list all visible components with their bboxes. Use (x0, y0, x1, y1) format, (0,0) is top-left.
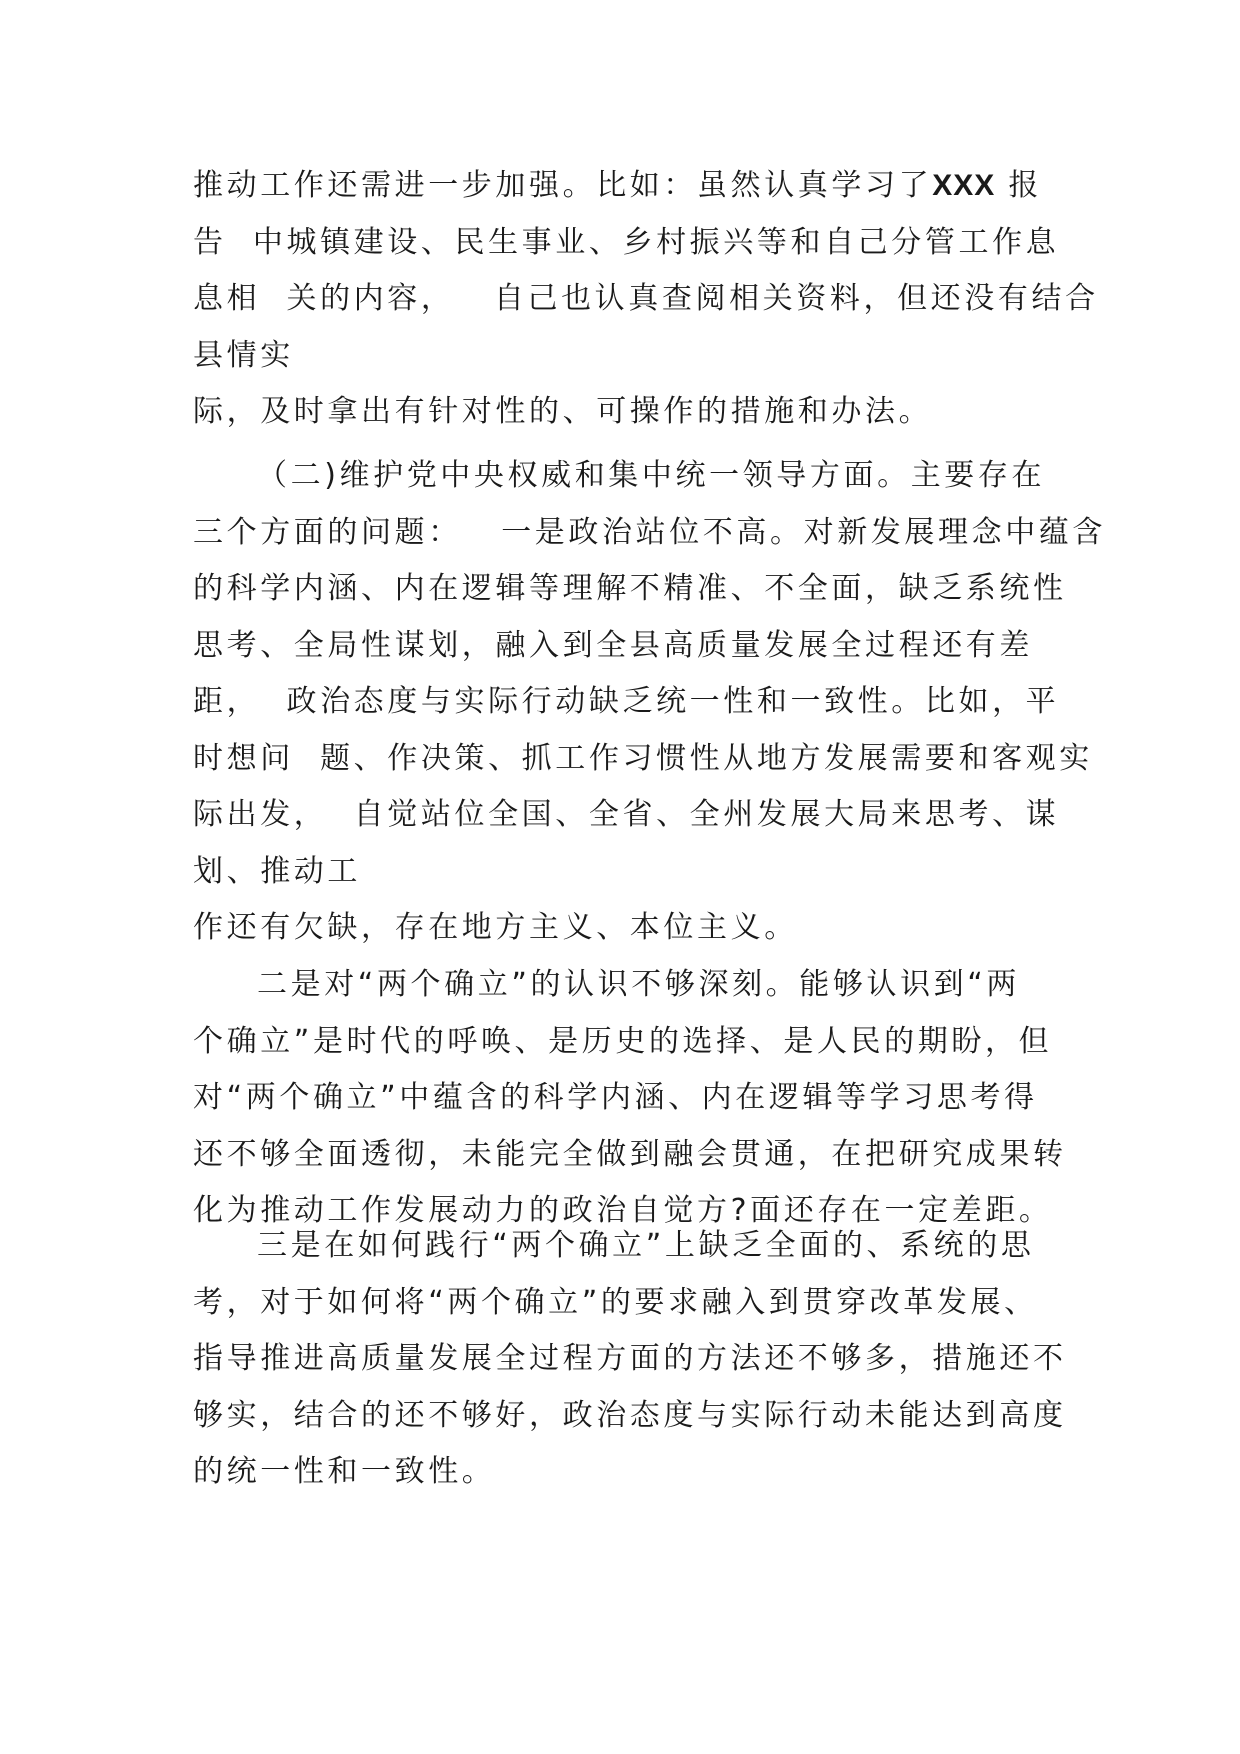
paragraph-line: 考，对于如何将“两个确立”的要求融入到贯穿改革发展、 (193, 1284, 1038, 1320)
paragraph-line: 时想问 题、作决策、抓工作习惯性从地方发展需要和客观实 (193, 740, 1093, 776)
text-run-bold: XXX (932, 169, 996, 202)
paragraph-line: 县情实 (193, 337, 294, 373)
text-run: 报 (995, 168, 1042, 203)
paragraph-line: 三是在如何践行“两个确立”上缺乏全面的、系统的思 (257, 1228, 1035, 1263)
paragraph-4 (193, 1218, 1067, 1501)
paragraph-line: 的统一性和一致性。 (193, 1454, 496, 1489)
paragraph-line: 指导推进高质量发展全过程方面的方法还不够多，措施还不 (193, 1341, 1067, 1376)
paragraph-line: 还不够全面透彻，未能完全做到融会贯通，在把研究成果转 (193, 1136, 1067, 1172)
paragraph-1 (193, 158, 1099, 441)
paragraph-line: 际出发， 自觉站位全国、全省、全州发展大局来思考、谋 (193, 797, 1060, 832)
paragraph-3 (193, 957, 1067, 1240)
text-run: 推动工作还需进一步加强。比如：虽然认真学习了 (193, 168, 933, 203)
paragraph-line: 际，及时拿出有针对性的、可操作的措施和办法。 (193, 394, 933, 429)
paragraph-line: 化为推动工作发展动力的政治自觉方?面还存在一定差距。 (193, 1193, 1053, 1228)
paragraph-line: 作还有欠缺，存在地方主义、本位主义。 (193, 910, 798, 945)
paragraph-line: 二是对“两个确立”的认识不够深刻。能够认识到“两 (257, 967, 1021, 1002)
paragraph-line (193, 158, 1063, 215)
paragraph-line: 够实，结合的还不够好，政治态度与实际行动未能达到高度 (193, 1397, 1067, 1433)
paragraph-line: （二)维护党中央权威和集中统一领导方面。主要存在 (257, 458, 1046, 493)
paragraph-line: 三个方面的问题： 一是政治站位不高。对新发展理念中蕴含 (193, 514, 1107, 550)
paragraph-line: 个确立”是时代的呼唤、是历史的选择、是人民的期盼，但 (193, 1023, 1053, 1059)
paragraph-line: 对“两个确立”中蕴含的科学内涵、内在逻辑等学习思考得 (193, 1080, 1038, 1115)
paragraph-line: 的科学内涵、内在逻辑等理解不精准、不全面，缺乏系统性 (193, 571, 1067, 606)
paragraph-line: 思考、全局性谋划，融入到全县高质量发展全过程还有差 (193, 627, 1033, 663)
paragraph-line: 告 中城镇建设、民生事业、乡村振兴等和自己分管工作息 (193, 224, 1060, 260)
paragraph-line: 距， 政治态度与实际行动缺乏统一性和一致性。比如，平 (193, 684, 1060, 719)
paragraph-line: 息相 关的内容， 自己也认真查阅相关资料，但还没有结合 (193, 281, 1099, 316)
paragraph-line: 划、推动工 (193, 853, 361, 889)
paragraph-2 (193, 448, 1107, 957)
